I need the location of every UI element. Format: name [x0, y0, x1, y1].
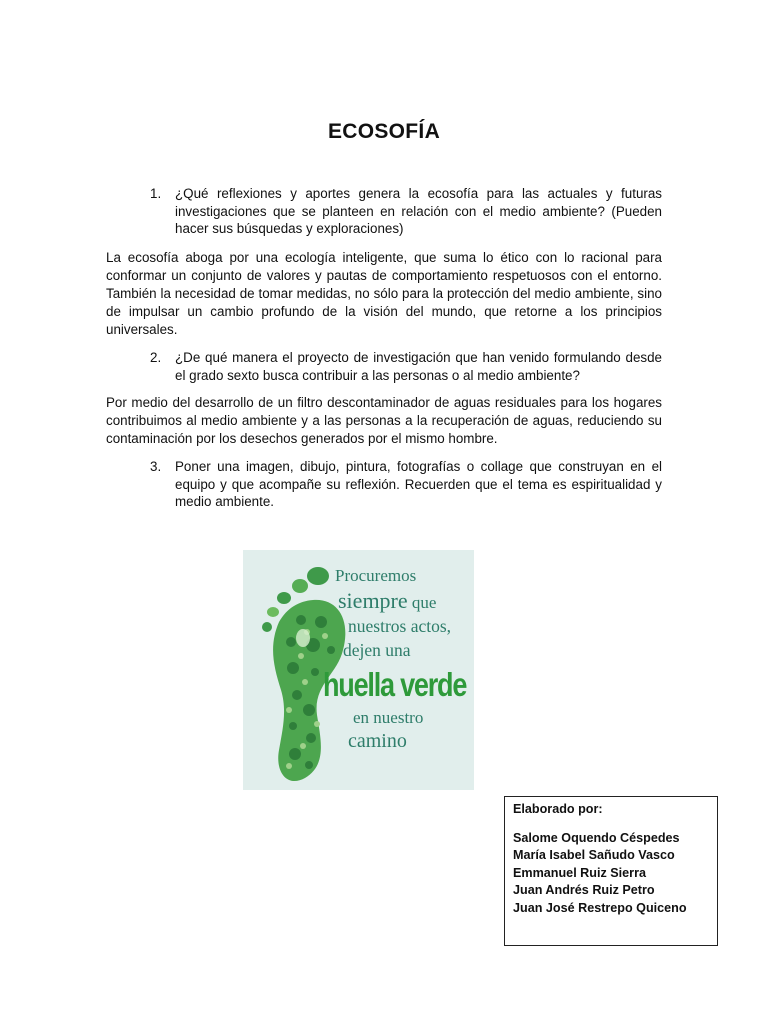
question-1 — [150, 185, 662, 238]
poster-line-3: nuestros actos, — [348, 616, 452, 636]
page-title: ECOSOFÍA — [327, 120, 441, 143]
question-1-text: ¿Qué reflexiones y aportes genera la ecosofía para las actuales y futuras investigaciones que se planteen en relación con el medio ambiente? (Pueden hacer sus búsquedas y exploraciones) — [175, 186, 662, 236]
authors-heading: Elaborado por: — [513, 802, 603, 816]
poster-line-2 — [338, 588, 436, 614]
authors-box — [504, 796, 718, 946]
author-name: Emmanuel Ruiz Sierra — [513, 865, 646, 880]
author-name: María Isabel Sañudo Vasco — [513, 848, 675, 862]
question-3 — [150, 458, 662, 511]
question-2-number: 2. — [150, 350, 162, 365]
poster-line-6: en nuestro — [353, 708, 424, 727]
question-2-text: ¿De qué manera el proyecto de investigación que han venido formulando desde el grado sexto busca contribuir a las personas o al medio ambiente? — [175, 350, 662, 383]
poster-line-5: huella verde — [323, 666, 467, 703]
poster-line-7: camino — [348, 730, 407, 752]
poster-line-2-big: siempre — [338, 588, 408, 613]
poster-slogan — [243, 550, 474, 790]
poster-line-1: Procuremos — [335, 566, 417, 585]
question-3-number: 3. — [150, 459, 162, 474]
author-name: Salome Oquendo Céspedes — [513, 830, 680, 845]
poster-line-2-small: que — [407, 593, 437, 612]
author-name: Juan José Restrepo Quiceno — [513, 900, 687, 915]
question-2 — [150, 349, 662, 384]
answer-2: Por medio del desarrollo de un filtro descontaminador de aguas residuales para los hogares contribuimos al medio ambiente y a las personas a la recuperación de aguas, reduciendo su contaminación por los desechos generados por el mismo hombre. — [106, 395, 662, 446]
answer-1: La ecosofía aboga por una ecología inteligente, que suma lo ético con lo racional para conformar un conjunto de valores y pautas de comportamiento respetuosos con el entorno. También la necesidad de tomar medidas, no sólo para la protección del medio ambiente, sino de impulsar un cambio profundo de la visión del mundo, que retorne a los principios universales. — [106, 250, 662, 337]
question-1-number: 1. — [150, 186, 162, 201]
huella-verde-poster — [243, 550, 474, 790]
question-3-text: Poner una imagen, dibujo, pintura, fotografías o collage que construyan en el equipo y que acompañe su reflexión. Recuerden que el tema es espiritualidad y medio ambiente. — [175, 459, 662, 509]
author-name: Juan Andrés Ruiz Petro — [513, 883, 655, 897]
poster-line-4: dejen una — [343, 640, 411, 660]
